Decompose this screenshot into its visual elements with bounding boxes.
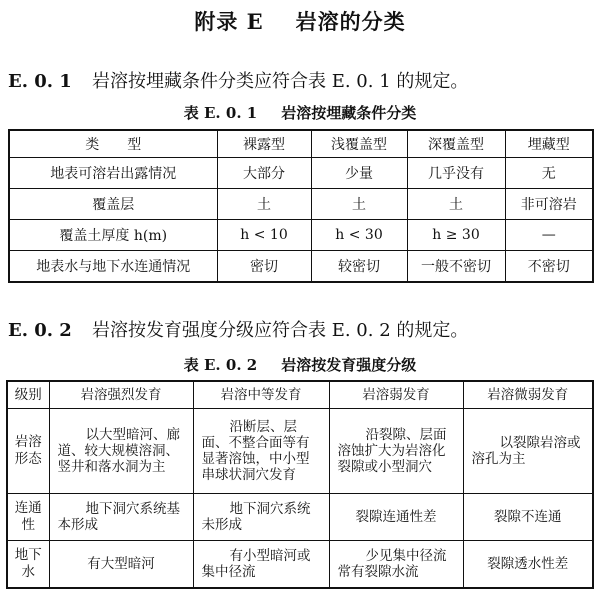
clause-e01 (8, 67, 468, 93)
table-cell: 几乎没有 (407, 158, 505, 189)
table-cell: 少量 (311, 158, 407, 189)
table-cell: 有大型暗河 (49, 541, 193, 589)
development-intensity-table (6, 380, 594, 589)
row-label: 连通 性 (7, 494, 49, 541)
table-header-row (7, 381, 593, 409)
table-row (7, 494, 593, 541)
table-row (9, 189, 593, 220)
table-row (9, 220, 593, 251)
header-cell: 深覆盖型 (407, 130, 505, 158)
table-cell: 密切 (217, 251, 311, 283)
table-cell: 裂隙连通性差 (329, 494, 463, 541)
appendix-title (0, 6, 600, 36)
clause-e02 (8, 316, 468, 342)
table-cell: 较密切 (311, 251, 407, 283)
table-cell: 大部分 (217, 158, 311, 189)
table-row (9, 158, 593, 189)
table-cell: 以大型暗河、廊道、较大规模溶洞、竖井和落水洞为主 (49, 409, 193, 494)
table-cell: 无 (505, 158, 593, 189)
clause-text: 岩溶按埋藏条件分类应符合表 E. 0. 1 的规定。 (92, 71, 469, 92)
header-cell: 岩溶强烈发育 (49, 381, 193, 409)
header-cell: 岩溶弱发育 (329, 381, 463, 409)
row-label: 覆盖土厚度 h(m) (9, 220, 217, 251)
header-cell: 裸露型 (217, 130, 311, 158)
table-cell: 非可溶岩 (505, 189, 593, 220)
table-cell: h < 10 (217, 220, 311, 251)
table-cell: 地下洞穴系统基本形成 (49, 494, 193, 541)
header-cell: 类 型 (9, 130, 217, 158)
clause-number: E. 0. 1 (8, 71, 72, 92)
row-label: 地表水与地下水连通情况 (9, 251, 217, 283)
table-cell: 裂隙不连通 (463, 494, 593, 541)
row-label: 覆盖层 (9, 189, 217, 220)
table-number: 表 E. 0. 2 (183, 356, 258, 374)
row-label: 岩溶 形态 (7, 409, 49, 494)
table-cell: 土 (217, 189, 311, 220)
table-cell: 土 (407, 189, 505, 220)
table-cell: 以裂隙岩溶或溶孔为主 (463, 409, 593, 494)
table-cell: 地下洞穴系统未形成 (193, 494, 329, 541)
table-title: 岩溶按发育强度分级 (281, 356, 417, 374)
table-cell: — (505, 220, 593, 251)
burial-classification-table (8, 129, 594, 283)
table-cell: 一般不密切 (407, 251, 505, 283)
table-row (9, 251, 593, 283)
table-cell: 土 (311, 189, 407, 220)
table-cell: h ≥ 30 (407, 220, 505, 251)
clause-number: E. 0. 2 (8, 320, 72, 341)
table-cell: 沿裂隙、层面溶蚀扩大为岩溶化裂隙或小型洞穴 (329, 409, 463, 494)
table-cell: 少见集中径流常有裂隙水流 (329, 541, 463, 589)
table-cell: 裂隙透水性差 (463, 541, 593, 589)
appendix-name: 岩溶的分类 (295, 9, 406, 34)
appendix-label: 附录 E (194, 9, 264, 34)
table-cell: 有小型暗河或集中径流 (193, 541, 329, 589)
table-cell: 沿断层、层面、不整合面等有显著溶蚀，中小型串球状洞穴发育 (193, 409, 329, 494)
table-row (7, 541, 593, 589)
header-cell: 浅覆盖型 (311, 130, 407, 158)
header-cell: 岩溶微弱发育 (463, 381, 593, 409)
table-cell: 不密切 (505, 251, 593, 283)
table-number: 表 E. 0. 1 (183, 104, 258, 122)
header-cell: 级别 (7, 381, 49, 409)
table-header-row (9, 130, 593, 158)
table1-caption (0, 102, 600, 123)
clause-text: 岩溶按发育强度分级应符合表 E. 0. 2 的规定。 (92, 320, 469, 341)
table-row (7, 409, 593, 494)
table-title: 岩溶按埋藏条件分类 (281, 104, 417, 122)
header-cell: 埋藏型 (505, 130, 593, 158)
row-label: 地下 水 (7, 541, 49, 589)
table2-caption (0, 354, 600, 375)
header-cell: 岩溶中等发育 (193, 381, 329, 409)
table-cell: h < 30 (311, 220, 407, 251)
row-label: 地表可溶岩出露情况 (9, 158, 217, 189)
